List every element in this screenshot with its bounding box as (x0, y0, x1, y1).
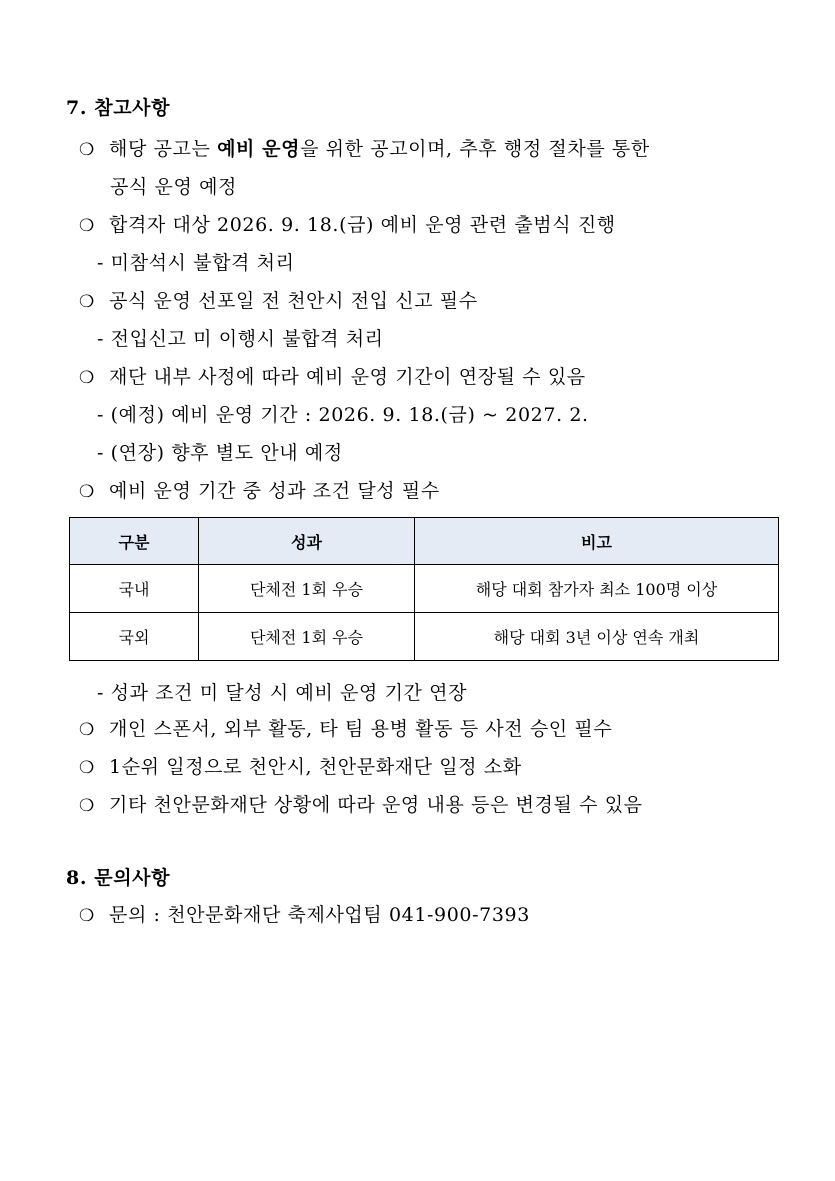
notice-item-7 (79, 755, 522, 780)
column-header-remarks: 비고 (415, 518, 779, 565)
notice-item-8-text: 기타 천안문화재단 상황에 따라 운영 내용 등은 변경될 수 있음 (109, 794, 643, 816)
notice-item-5 (79, 479, 440, 504)
circle-bullet-icon: ❍ (79, 482, 95, 502)
notice-item-5-sub: - 성과 조건 미 달성 시 예비 운영 기간 연장 (97, 682, 468, 704)
notice-item-1-post: 을 위한 공고이며, 추후 행정 절차를 통한 (300, 138, 650, 160)
circle-bullet-icon: ❍ (79, 796, 95, 816)
notice-item-3 (79, 289, 478, 314)
notice-item-1 (79, 137, 650, 162)
table-cell-remarks: 해당 대회 참가자 최소 100명 이상 (415, 565, 779, 613)
notice-item-5-text: 예비 운영 기간 중 성과 조건 달성 필수 (109, 480, 440, 502)
notice-item-7-text: 1순위 일정으로 천안시, 천안문화재단 일정 소화 (109, 756, 522, 778)
circle-bullet-icon: ❍ (79, 758, 95, 778)
notice-item-1-bold: 예비 운영 (217, 138, 301, 160)
notice-item-1-continued: 공식 운영 예정 (110, 176, 238, 198)
circle-bullet-icon: ❍ (79, 216, 95, 236)
notice-item-4-sub-1: - (예정) 예비 운영 기간 : 2026. 9. 18.(금) ~ 2027. 2. (97, 404, 589, 426)
notice-item-6 (79, 717, 612, 742)
performance-conditions-table (69, 517, 779, 661)
notice-item-6-text: 개인 스폰서, 외부 활동, 타 팀 용병 활동 등 사전 승인 필수 (109, 718, 613, 740)
notice-item-3-text: 공식 운영 선포일 전 천안시 전입 신고 필수 (109, 290, 478, 312)
notice-item-3-sub: - 전입신고 미 이행시 불합격 처리 (97, 328, 384, 350)
notice-item-2 (79, 213, 616, 238)
contact-item-text: 문의 : 천안문화재단 축제사업팀 041-900-7393 (109, 904, 530, 926)
notice-item-8 (79, 793, 643, 818)
section-7-title: 7. 참고사항 (66, 97, 171, 119)
column-header-performance: 성과 (199, 518, 415, 565)
notice-item-4-text: 재단 내부 사정에 따라 예비 운영 기간이 연장될 수 있음 (109, 366, 586, 388)
circle-bullet-icon: ❍ (79, 906, 95, 926)
notice-item-2-text: 합격자 대상 2026. 9. 18.(금) 예비 운영 관련 출범식 진행 (109, 214, 616, 236)
circle-bullet-icon: ❍ (79, 720, 95, 740)
table-cell-performance: 단체전 1회 우승 (199, 613, 415, 661)
table-cell-performance: 단체전 1회 우승 (199, 565, 415, 613)
column-header-category: 구분 (70, 518, 199, 565)
table-row (70, 613, 779, 661)
table-cell-category: 국내 (70, 565, 199, 613)
circle-bullet-icon: ❍ (79, 140, 95, 160)
notice-item-2-sub: - 미참석시 불합격 처리 (97, 252, 295, 274)
table-cell-category: 국외 (70, 613, 199, 661)
notice-item-1-pre: 해당 공고는 (109, 138, 218, 160)
circle-bullet-icon: ❍ (79, 292, 95, 312)
notice-item-4 (79, 365, 586, 390)
table-cell-remarks: 해당 대회 3년 이상 연속 개최 (415, 613, 779, 661)
table-row (70, 565, 779, 613)
section-8-title: 8. 문의사항 (66, 867, 171, 889)
table-header-row (70, 518, 779, 565)
circle-bullet-icon: ❍ (79, 368, 95, 388)
notice-item-4-sub-2: - (연장) 향후 별도 안내 예정 (97, 442, 343, 464)
contact-item (79, 903, 530, 928)
